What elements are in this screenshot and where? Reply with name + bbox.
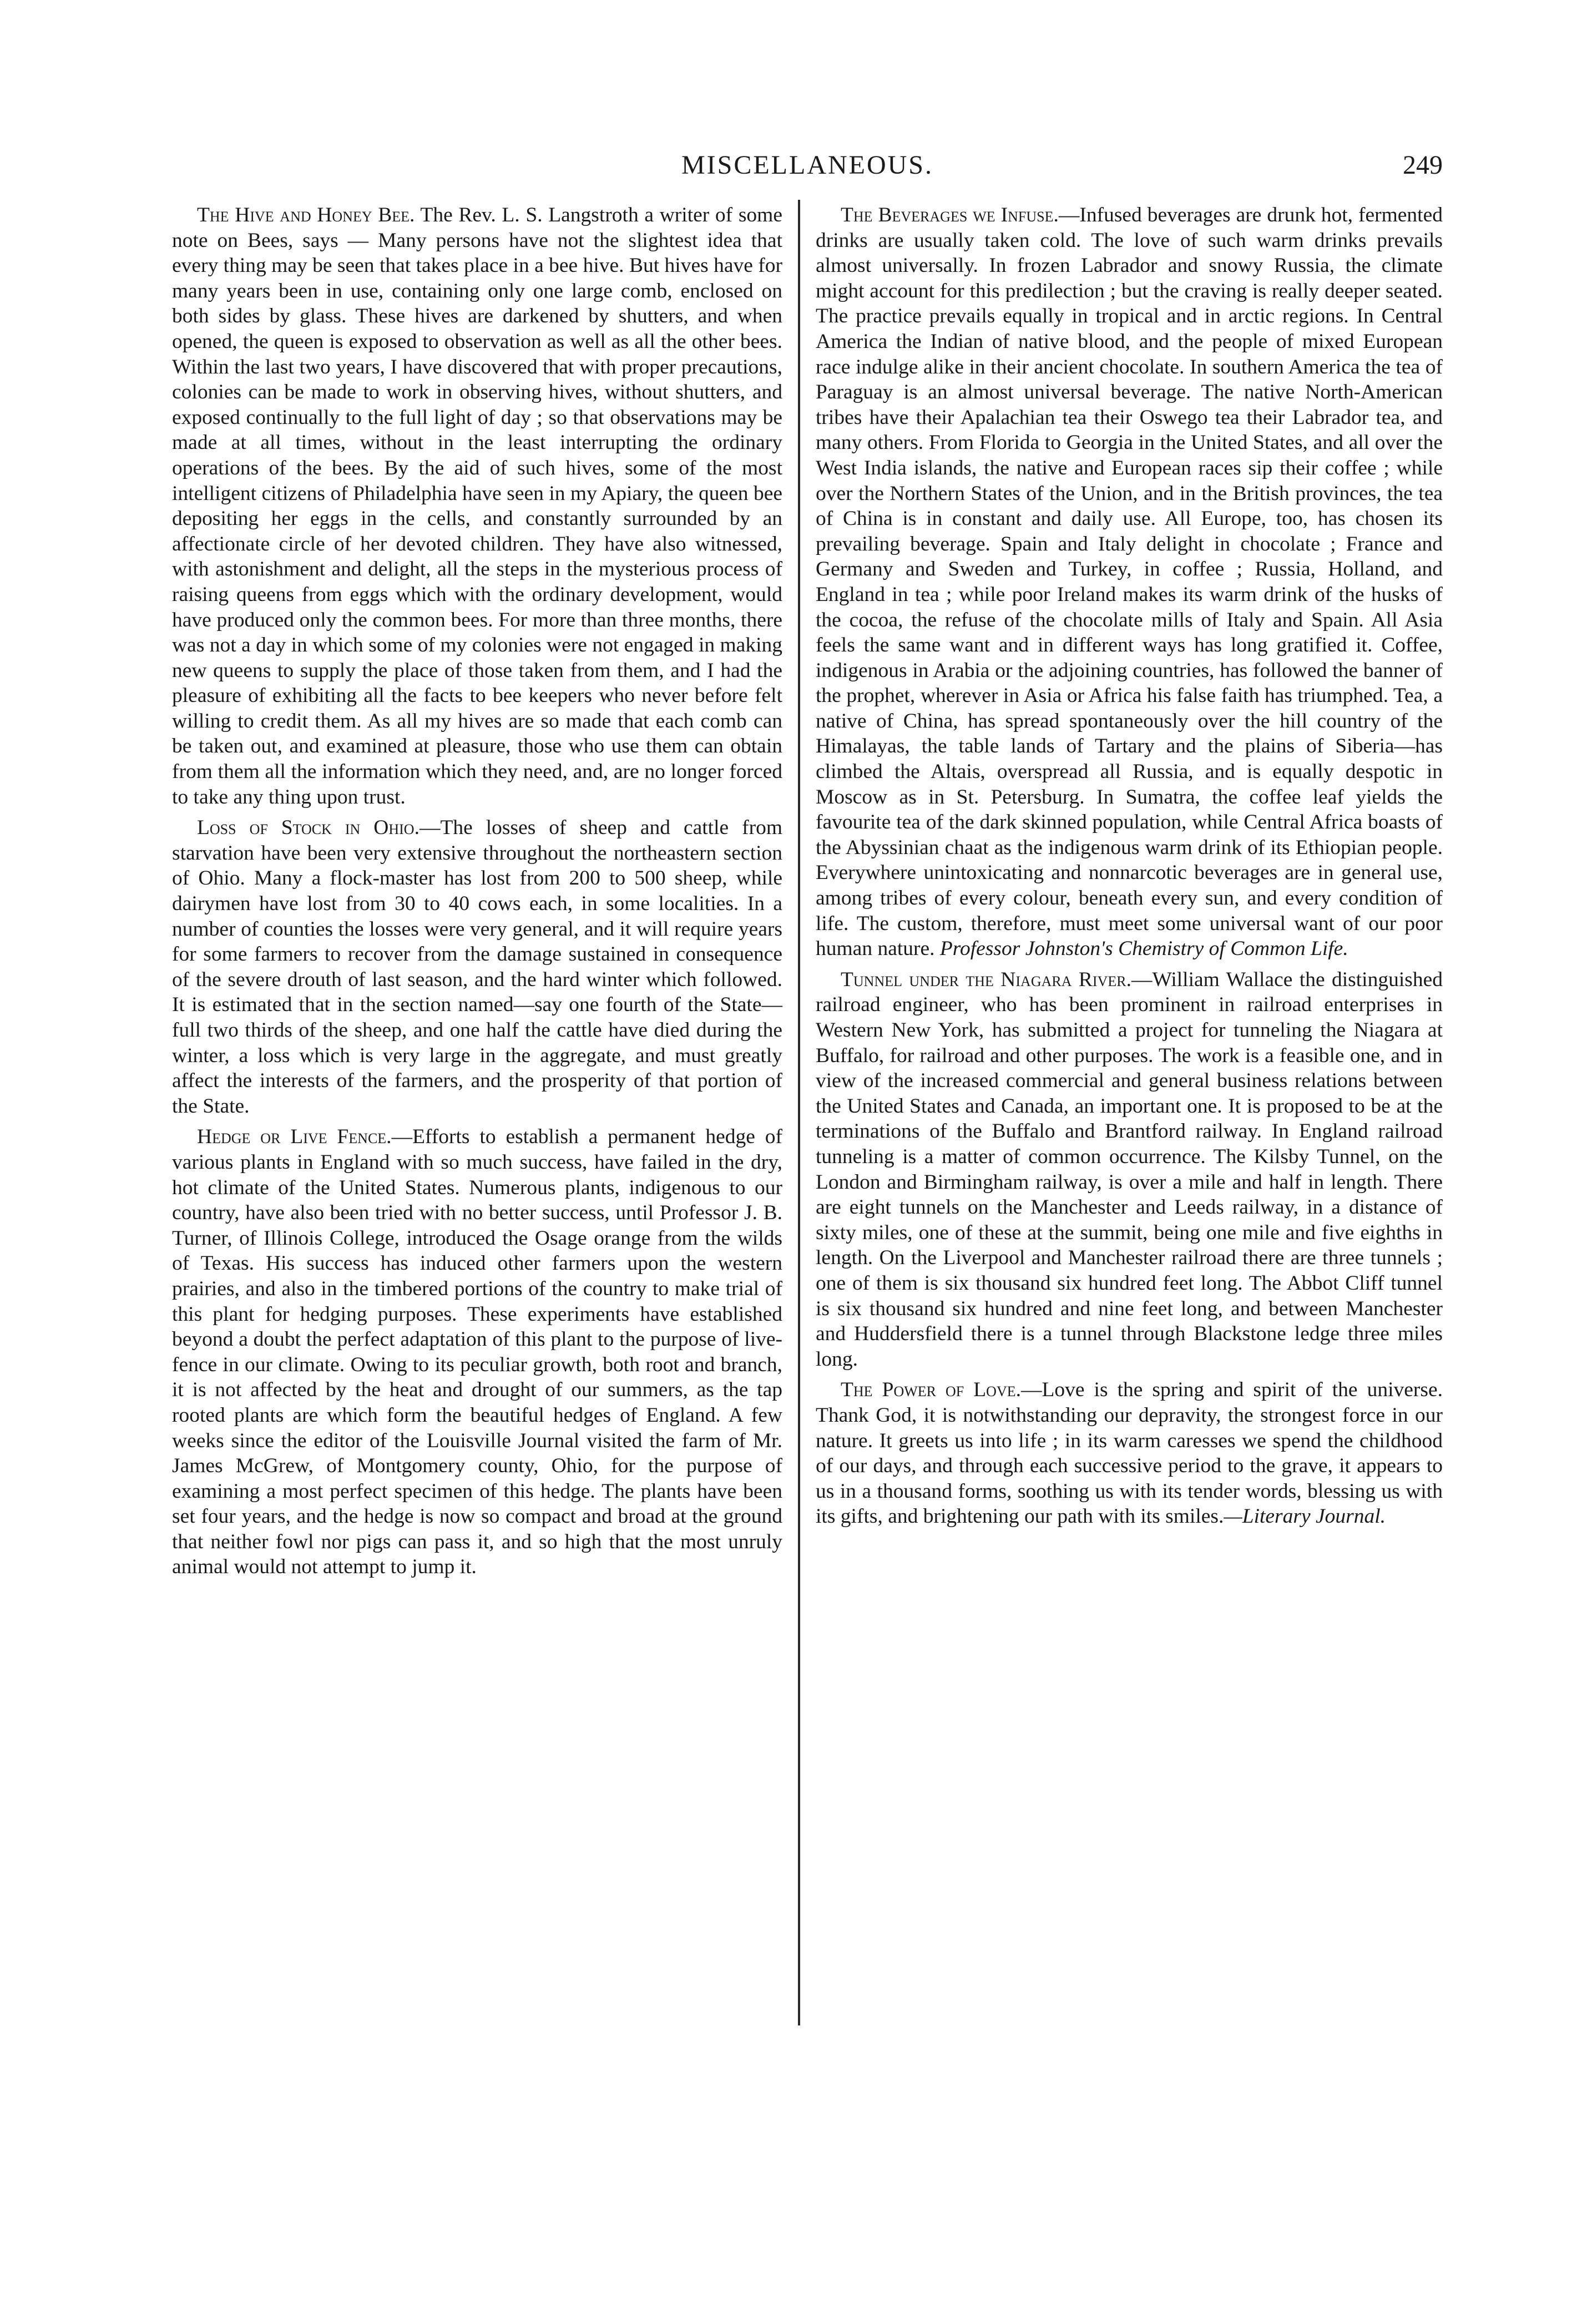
- column-divider: [798, 200, 800, 2025]
- article-hedge-or-live-fence: [172, 1124, 782, 1580]
- article-heading: The Hive and Honey Bee.: [197, 204, 415, 226]
- article-beverages-we-infuse: [816, 203, 1443, 962]
- article-heading: Hedge or Live Fence.: [197, 1125, 392, 1149]
- article-heading: The Beverages we Infuse.: [841, 204, 1059, 226]
- page-number: 249: [1403, 150, 1443, 180]
- article-hive-and-honey-bee: [172, 203, 782, 810]
- running-title: MISCELLANEOUS.: [681, 150, 933, 180]
- right-column: [816, 203, 1443, 1535]
- article-loss-of-stock-in-ohio: [172, 815, 782, 1119]
- article-body: —The losses of sheep and cattle from starvation have been very extensive throughout the northeastern section of Ohio. Many a flock-master has lost from 200 to 500 sheep, while dairymen have lost from 30 to 40 cows each, in some localities. In a number of counties the losses were very general, and it will require years for some farmers to recover from the damage sustained in consequence of the severe drouth of last season, and the hard winter which followed. It is estimated that in the section named—say one fourth of the State—full two thirds of the sheep, and one half the cattle have died during the winter, a loss which is very large in the aggregate, and must greatly affect the interests of the farmers, and the prosperity of that portion of the State.: [172, 816, 782, 1118]
- article-heading: Tunnel under the Niagara River.: [841, 968, 1131, 991]
- page-header: [172, 150, 1443, 194]
- article-body: —William Wallace the distinguished railroad engineer, who has been prominent in railroad enterprises in Western New York, has submitted a project for tunneling the Niagara at Buffalo, for railroad and other purposes. The work is a feasible one, and in view of the increased commercial and general business relations between the United States and Canada, an important one. It is proposed to be at the terminations of the Buffalo and Brantford railway. In England railroad tunneling is a matter of common occurrence. The Kilsby Tunnel, on the London and Birmingham railway, is over a mile and half in length. There are eight tunnels on the Manchester and Leeds railway, in a distance of sixty miles, one of these at the summit, being one mile and five eighths in length. On the Liverpool and Manchester railroad there are three tunnels ; one of them is six thousand six hundred feet long. The Abbot Cliff tunnel is six thousand six hundred and nine feet long, and between Manchester and Huddersfield there is a tunnel through Blackstone ledge three miles long.: [816, 968, 1443, 1371]
- article-body: The Rev. L. S. Langstroth a writer of some note on Bees, says — Many persons have not the slightest idea that every thing may be seen that takes place in a bee hive. But hives have for many years been in use, containing only one large comb, enclosed on both sides by glass. These hives are darkened by shutters, and when opened, the queen is exposed to observation as well as all the other bees. Within the last two years, I have discovered that with proper precautions, colonies can be made to work in observing hives, without shutters, and exposed continually to the full light of day ; so that observations may be made at all times, without in the least interrupting the ordinary operations of the bees. By the aid of such hives, some of the most intelligent citizens of Philadelphia have seen in my Apiary, the queen bee depositing her eggs in the cells, and constantly surrounded by an affectionate circle of her devoted children. They have also witnessed, with astonishment and delight, all the steps in the mysterious process of raising queens from eggs which with the ordinary development, would have produced only the common bees. For more than three months, there was not a day in which some of my colonies were not engaged in making new queens to supply the place of those taken from them, and I had the pleasure of exhibiting all the facts to bee keepers who never before felt willing to credit them. As all my hives are so made that each comb can be taken out, and examined at pleasure, those who use them can obtain from them all the information which they need, and, are no longer forced to take any thing upon trust.: [172, 204, 782, 809]
- article-heading: Loss of Stock in Ohio.: [197, 816, 419, 840]
- article-body: —Infused beverages are drunk hot, fermented drinks are usually taken cold. The love of such warm drinks prevails almost universally. In frozen Labrador and snowy Russia, the climate might account for this predilection ; but the craving is really deeper seated. The practice prevails equally in tropical and in arctic regions. In Central America the Indian of native blood, and the people of mixed European race indulge alike in their ancient chocolate. In southern America the tea of Paraguay is an almost universal beverage. The native North-American tribes have their Apalachian tea their Oswego tea their Labrador tea, and many others. From Florida to Georgia in the United States, and all over the West India islands, the native and European races sip their coffee ; while over the Northern States of the Union, and in the British provinces, the tea of China is in constant and daily use. All Europe, too, has chosen its prevailing beverage. Spain and Italy delight in chocolate ; France and Germany and Sweden and Turkey, in coffee ; Russia, Holland, and England in tea ; while poor Ireland makes its warm drink of the husks of the cocoa, the refuse of the chocolate mills of Italy and Spain. All Asia feels the same want and in different ways has long gratified it. Coffee, indigenous in Arabia or the adjoining countries, has followed the banner of the prophet, wherever in Asia or Africa his false faith has triumphed. Tea, a native of China, has spread spontaneously over the hill country of the Himalayas, the table lands of Tartary and the plains of Siberia—has climbed the Altais, overspread all Russia, and is equally despotic in Moscow as in St. Petersburg. In Sumatra, the coffee leaf yields the favourite tea of the dark skinned population, while Central Africa boasts of the Abyssinian chaat as the indigenous warm drink of its Ethiopian people. Everywhere unintoxicating and nonnarcotic beverages are in general use, among tribes of every colour, beneath every sun, and every condition of life. The custom, therefore, must meet some universal want of our poor human nature.: [816, 204, 1443, 961]
- article-body: —Love is the spring and spirit of the universe. Thank God, it is notwithstanding our depravity, the strongest force in our nature. It greets us into life ; in its warm caresses we spend the childhood of our days, and through each successive period to the grave, it appears to us in a thousand forms, soothing us with its tender words, blessing us with its gifts, and brightening our path with its smiles.: [816, 1378, 1443, 1528]
- left-column: [172, 203, 782, 1585]
- article-tunnel-under-niagara: [816, 967, 1443, 1372]
- article-body: —Efforts to establish a permanent hedge of various plants in England with so much success, have failed in the dry, hot climate of the United States. Numerous plants, indigenous to our country, have also been tried with no better success, until Professor J. B. Turner, of Illinois College, introduced the Osage orange from the wilds of Texas. His success has induced other farmers upon the western prairies, and also in the timbered portions of the country to make trial of this plant for hedging purposes. These experiments have established beyond a doubt the perfect adaptation of this plant to the purpose of live-fence in our climate. Owing to its peculiar growth, both root and branch, it is not affected by the heat and drought of our summers, as the tap rooted plants are which form the beautiful hedges of England. A few weeks since the editor of the Louisville Journal visited the farm of Mr. James McGrew, of Montgomery county, Ohio, for the purpose of examining a most perfect specimen of this hedge. The plants have been set four years, and the hedge is now so compact and broad at the ground that neither fowl nor pigs can pass it, and so high that the most unruly animal would not attempt to jump it.: [172, 1125, 782, 1579]
- article-heading: The Power of Love.: [841, 1378, 1021, 1402]
- article-attribution: Professor Johnston's Chemistry of Common Life.: [934, 937, 1348, 961]
- article-power-of-love: [816, 1377, 1443, 1529]
- article-attribution: —Literary Journal.: [1224, 1505, 1386, 1528]
